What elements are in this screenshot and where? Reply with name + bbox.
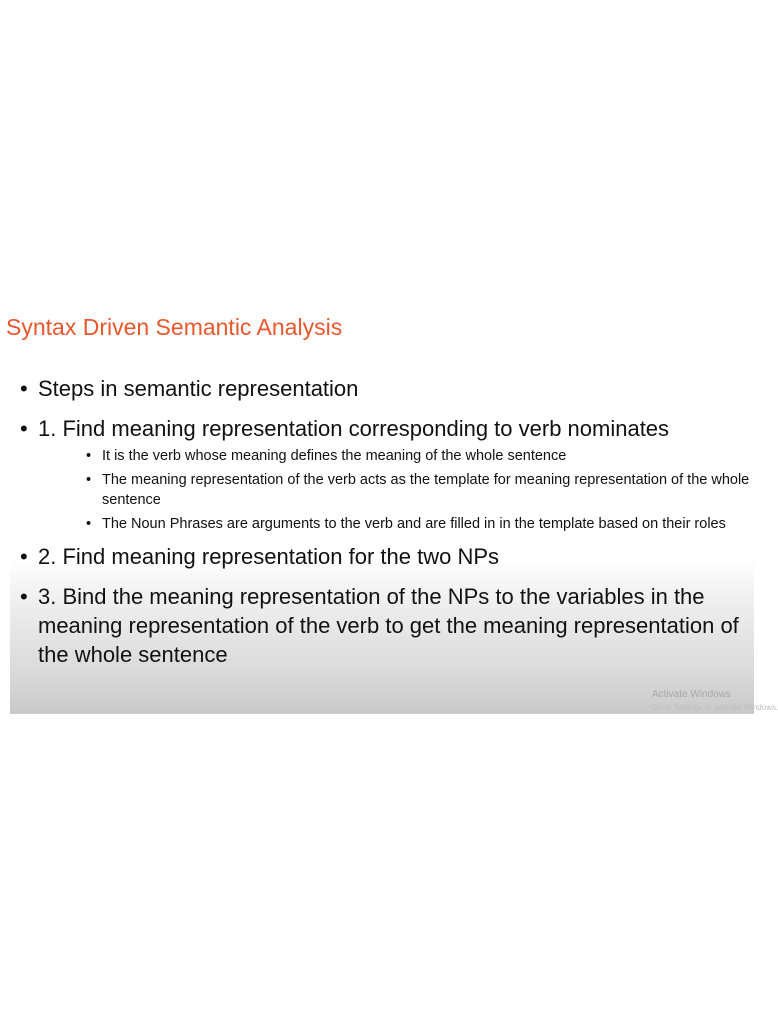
- bullet-list: [20, 374, 755, 669]
- bullet-text: 2. Find meaning representation for the two NPs: [38, 544, 500, 569]
- bullet-dot: •: [20, 544, 28, 569]
- activate-windows-watermark: Activate Windows: [652, 689, 731, 700]
- sub-bullet-text: The meaning representation of the verb acts as the template for meaning representation of the whole sentence: [102, 472, 750, 508]
- sub-bullet-text: The Noun Phrases are arguments to the verb and are filled in in the template based on their roles: [102, 516, 726, 532]
- bullet-text: Steps in semantic representation: [38, 376, 359, 401]
- sub-bullet-item: [86, 446, 755, 466]
- bullet-dot: •: [20, 584, 28, 609]
- slide: [0, 300, 778, 720]
- sub-bullet-dot: •: [86, 448, 92, 464]
- sub-bullet-list: [86, 446, 755, 534]
- bullet-dot: •: [20, 376, 28, 401]
- bullet-item: [20, 582, 755, 669]
- sub-bullet-text: It is the verb whose meaning defines the meaning of the whole sentence: [102, 448, 567, 464]
- sub-bullet-dot: •: [86, 472, 92, 488]
- slide-title: Syntax Driven Semantic Analysis: [6, 314, 343, 340]
- bullet-dot: •: [20, 416, 28, 441]
- bullet-item: [20, 414, 755, 444]
- sub-bullet-item: [86, 470, 755, 510]
- sub-list-container: [20, 446, 755, 534]
- sub-bullet-item: [86, 514, 755, 534]
- activate-windows-subtext: Go to Settings to activate Windows.: [652, 703, 778, 712]
- sub-bullet-dot: •: [86, 516, 92, 532]
- bullet-text: 3. Bind the meaning representation of the NPs to the variables in the meaning representation of the verb to get the meaning representation of the whole sentence: [38, 584, 739, 667]
- bullet-text: 1. Find meaning representation corresponding to verb nominates: [38, 416, 670, 441]
- bullet-item: [20, 374, 755, 404]
- bullet-item: [20, 542, 755, 572]
